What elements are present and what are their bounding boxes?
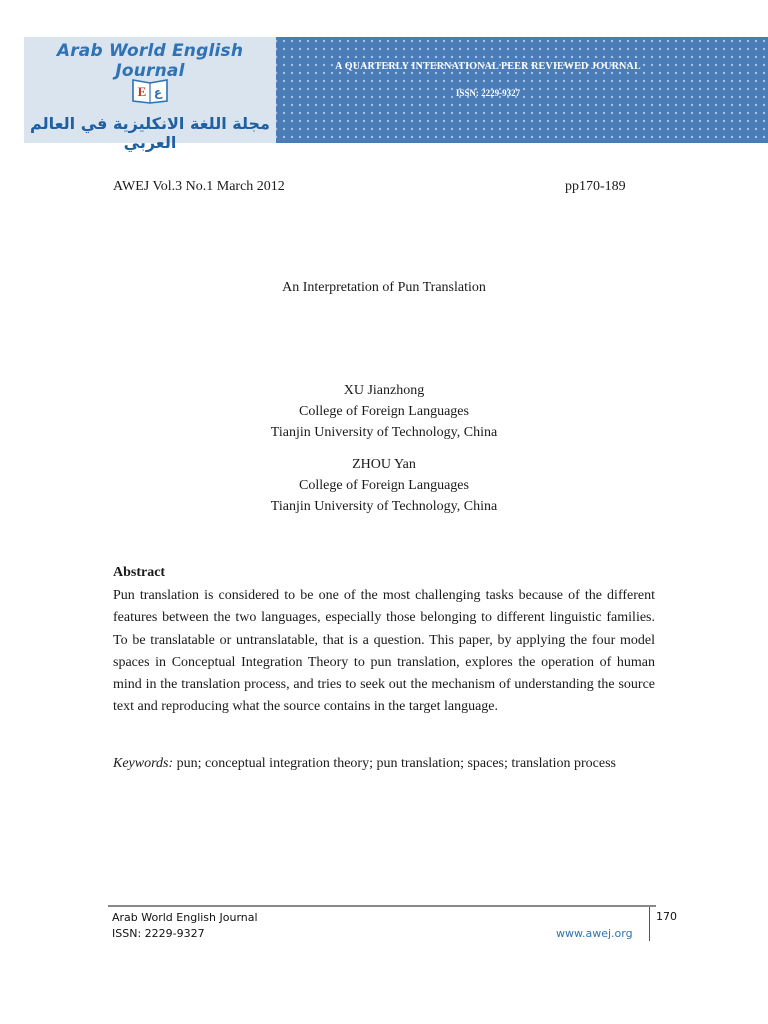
footer-issn: ISSN: 2229-9327 xyxy=(112,927,205,940)
author-affiliation: Tianjin University of Technology, China xyxy=(270,499,498,514)
page-number: 170 xyxy=(656,910,677,923)
author-name: ZHOU Yan xyxy=(352,457,416,472)
footer-website-link[interactable]: www.awej.org xyxy=(556,927,633,940)
book-e-icon xyxy=(131,74,169,104)
keywords-line xyxy=(113,756,673,772)
keywords-list: pun; conceptual integration theory; pun translation; spaces; translation process xyxy=(173,756,616,771)
logo-arabic-title: مجلة اللغة الانكليزية في العالم العربي xyxy=(30,114,270,152)
footer-journal-name: Arab World English Journal xyxy=(112,911,258,924)
journal-logo xyxy=(24,37,276,152)
footer-journal-info xyxy=(112,910,258,942)
author-affiliation: Tianjin University of Technology, China xyxy=(270,425,498,440)
abstract-heading: Abstract xyxy=(113,565,166,580)
journal-tagline: A QUARTERLY INTERNATIONAL PEER REVIEWED JOURNAL xyxy=(335,61,641,72)
author-block xyxy=(0,454,768,517)
citation-pages: pp170-189 xyxy=(565,179,626,194)
author-department: College of Foreign Languages xyxy=(299,478,469,493)
footer-divider xyxy=(108,905,656,907)
svg-text:E: E xyxy=(137,84,147,99)
keywords-label: Keywords: xyxy=(113,756,174,771)
citation-volume: AWEJ Vol.3 No.1 March 2012 xyxy=(113,179,285,194)
author-block xyxy=(0,380,768,443)
article-title: An Interpretation of Pun Translation xyxy=(282,280,486,295)
footer-vertical-divider xyxy=(649,907,650,941)
author-name: XU Jianzhong xyxy=(343,383,425,398)
author-department: College of Foreign Languages xyxy=(299,404,469,419)
logo-title: Arab World English Journal xyxy=(56,41,244,81)
svg-text:ع: ع xyxy=(153,85,163,99)
journal-issn: ISSN: 2229-9327 xyxy=(455,88,521,98)
abstract-text: Pun translation is considered to be one of the most challenging tasks because of the different features between the two languages, especially those belonging to different linguistic families. To be translatable or untranslatable, that is a question. This paper, by applying the four model spaces in Conceptual Integration Theory to pun translation, explores the operation of human mind in the translation process, and tries to seek out the mechanism of understanding the source text and reproducing what the source contains in the target language. xyxy=(113,588,655,715)
